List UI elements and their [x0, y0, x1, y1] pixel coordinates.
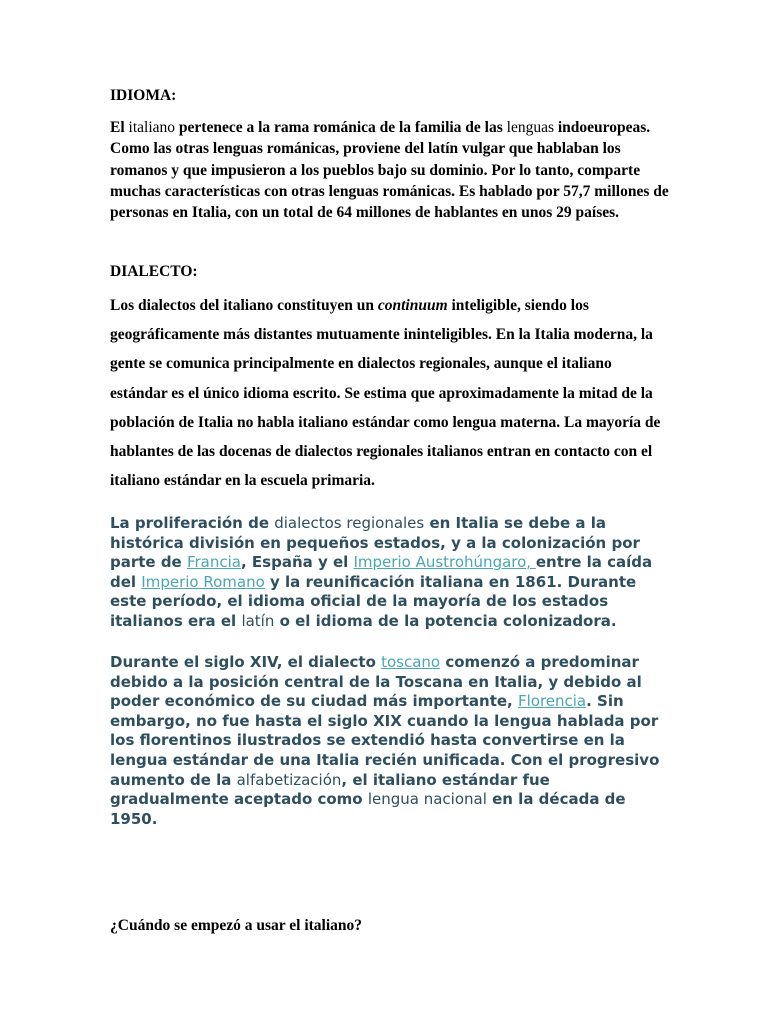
text-segment: entre la caída del: [110, 553, 653, 591]
link-toscano[interactable]: toscano: [381, 653, 441, 671]
paragraph-dialecto: [110, 291, 670, 495]
link-florencia[interactable]: Florencia: [517, 692, 587, 711]
text-segment: . Sin embargo, no fue hasta el siglo XIX cuando la lengua hablada por los florentinos ilustrados se extendió hasta convertirse en la lengua estándar de una Italia recién unificada. Con el progresivo aumento de la: [110, 692, 660, 789]
text-segment: lenguas: [506, 119, 554, 136]
text-segment: italiano: [128, 119, 176, 136]
text-segment: El: [110, 119, 129, 136]
link-francia[interactable]: Francia: [186, 553, 241, 572]
text-segment: La proliferación de: [110, 514, 275, 532]
text-segment: latín: [241, 611, 275, 630]
link-imperio-romano[interactable]: Imperio Romano: [141, 572, 265, 591]
heading-idioma: IDIOMA:: [110, 87, 177, 104]
paragraph-proliferacion: [110, 514, 665, 632]
text-segment: o el idioma de la potencia colonizadora.: [274, 611, 617, 630]
text-segment: , con un total de 64 millones de hablantes en unos 29 países.: [227, 204, 620, 222]
text-segment: . Es hablado por 57,7 millones de personas en: [110, 182, 669, 222]
text-segment: , el italiano estándar fue gradualmente aceptado como: [110, 770, 550, 809]
link-imperio-austrohúngaro[interactable]: Imperio Austrohúngaro,: [353, 553, 536, 572]
text-segment: y la reunificación italiana en 1861. Durante este período, el idioma oficial de la mayoría de los estados italianos era el: [110, 572, 637, 630]
text-segment: dialectos regionales: [274, 514, 425, 532]
heading-dialecto: DIALECTO:: [110, 263, 198, 280]
italic-term: continuum: [377, 297, 448, 314]
text-segment: otras lenguas románicas: [291, 182, 452, 200]
text-segment: lengua nacional: [367, 790, 487, 809]
paragraph-idioma: [110, 117, 670, 223]
heading-cuando: ¿Cuándo se empezó a usar el italiano?: [110, 917, 363, 934]
text-segment: Italia: [191, 204, 228, 222]
text-segment: en la década de 1950.: [110, 790, 626, 828]
text-segment: Los dialectos del italiano constituyen un: [110, 297, 378, 314]
text-segment: comenzó a predominar debido a la posición central de la Toscana en Italia, y debido al poder económico de su ciudad más importante,: [110, 653, 642, 711]
text-segment: inteligible, siendo los geográficamente más distantes mutuamente ininteligibles. En la Italia moderna, la gente se comunica principalmente en dialectos regionales, aunque el italiano estándar es el único idioma escrito. Se estima que aproximadamente la mitad de la población de Italia no habla italiano estándar como lengua materna. La mayoría de hablantes de las docenas de dialectos regionales italianos entran en contacto con el italiano estándar en la escuela primaria.: [110, 297, 661, 490]
text-segment: Durante el siglo XIV, el dialecto: [110, 653, 382, 671]
text-segment: indoeuropeas. Como las otras lenguas románicas, proviene del latín vulgar que hablaban los romanos y que impusieron a los pueblos bajo su dominio. Por lo tanto, comparte muchas características con: [110, 119, 651, 200]
paragraph-siglo-xiv: [110, 653, 665, 829]
text-segment: en Italia se debe a la histórica división en pequeños estados, y a la colonización por parte de: [110, 514, 640, 572]
text-segment: alfabetización: [236, 770, 342, 789]
text-segment: pertenece a la rama románica de la familia de las: [175, 119, 507, 136]
text-segment: , España y el: [240, 553, 354, 572]
